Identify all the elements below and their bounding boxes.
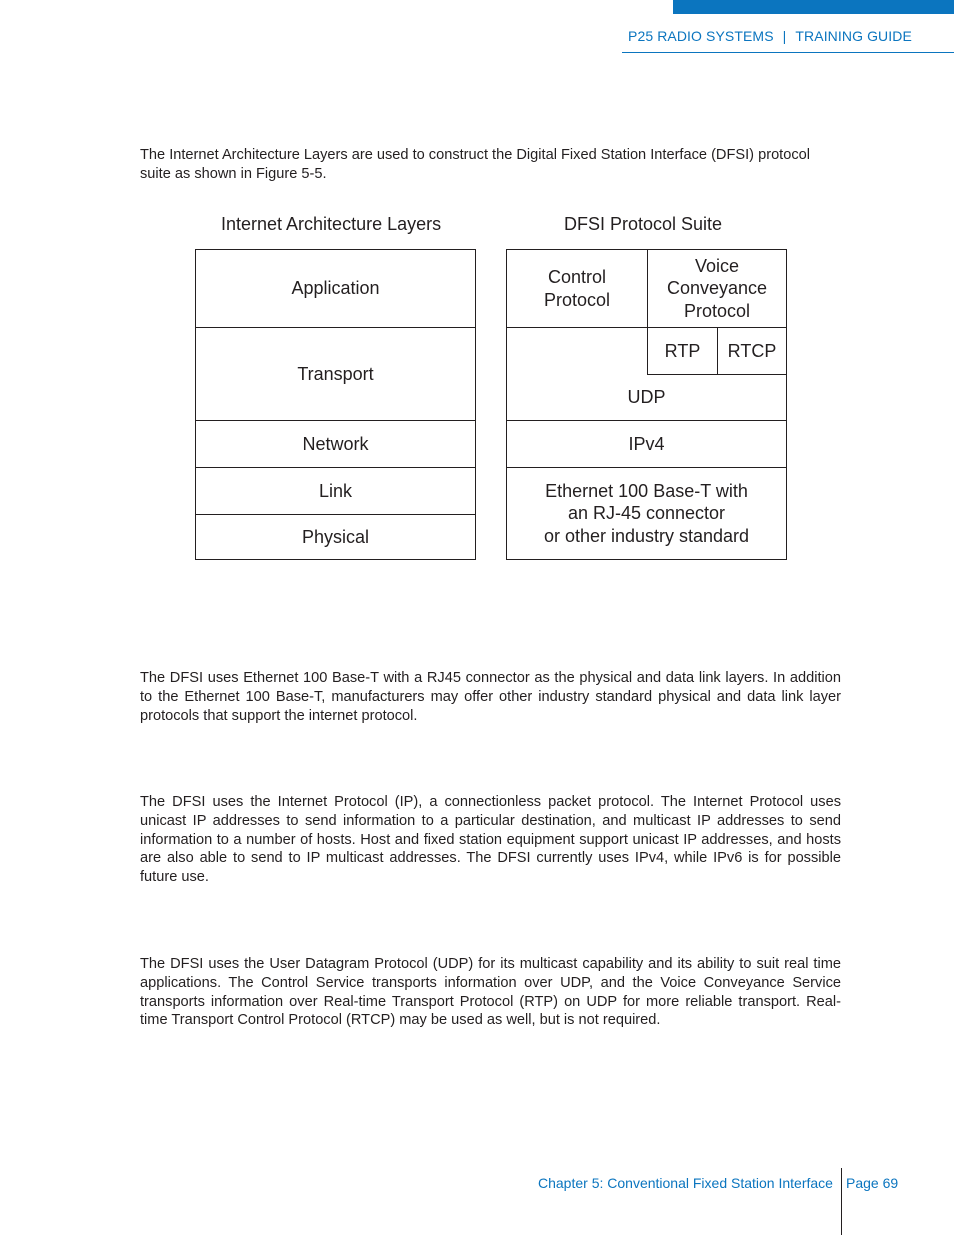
physical-layer-paragraph: The DFSI uses Ethernet 100 Base-T with a RJ45 connector as the physical and data link layers. In addition to the Ethernet 100 Base-T, manufacturers may offer other industry standard physical and data link layer protocols that support the internet protocol. xyxy=(140,670,841,724)
layer-transport: Transport xyxy=(297,363,374,384)
figure-right-title: DFSI Protocol Suite xyxy=(564,214,723,234)
ethernet-line1: Ethernet 100 Base-T with xyxy=(545,480,748,501)
layer-application: Application xyxy=(291,278,380,299)
dfsi-ipv4: IPv4 xyxy=(628,433,665,454)
header-subtitle: TRAINING GUIDE xyxy=(795,28,912,44)
running-header xyxy=(628,28,912,44)
dfsi-protocol-stack xyxy=(506,249,787,560)
control-protocol-line1: Control xyxy=(547,267,606,287)
footer-page-number: Page 69 xyxy=(846,1175,899,1191)
voice-protocol-line3: Protocol xyxy=(683,300,751,321)
dfsi-voice-conveyance-protocol xyxy=(648,250,786,327)
ethernet-line2: an RJ-45 connector xyxy=(567,503,726,524)
control-protocol-line2: Protocol xyxy=(543,289,611,310)
voice-protocol-line2: Conveyance xyxy=(666,278,768,299)
layer-physical: Physical xyxy=(301,526,370,547)
transport-layer-paragraph: The DFSI uses the User Datagram Protocol (UDP) for its multicast capability and its ability to suit real time applications. The Control Service transports information over UDP, and the Voice Conveyance Service transports information over Real-time Transport Protocol (RTP) on UDP for more reliable transport. Real-time Transport Control Protocol (RTCP) may be used as well, but is not required. xyxy=(140,956,841,1029)
header-accent-bar xyxy=(673,0,954,14)
intro-paragraph: The Internet Architecture Layers are used to construct the Digital Fixed Station Interface (DFSI) protocol suite as shown in Figure 5-5. xyxy=(140,147,811,182)
voice-protocol-line1: Voice xyxy=(694,255,740,276)
footer-chapter: Chapter 5: Conventional Fixed Station Interface xyxy=(538,1175,833,1191)
footer-rule xyxy=(841,1168,842,1235)
internet-layers-stack xyxy=(195,249,476,560)
ethernet-line3: or other industry standard xyxy=(543,525,750,546)
dfsi-rtcp: RTCP xyxy=(727,340,777,361)
dfsi-control-protocol xyxy=(507,250,647,327)
layer-link: Link xyxy=(318,480,353,501)
header-separator: | xyxy=(782,28,787,44)
dfsi-ethernet xyxy=(507,468,786,559)
dfsi-rtp: RTP xyxy=(664,340,701,361)
header-rule xyxy=(622,52,954,53)
figure-left-title: Internet Architecture Layers xyxy=(221,214,442,234)
header-title: P25 RADIO SYSTEMS xyxy=(628,28,774,44)
dfsi-udp: UDP xyxy=(627,387,666,408)
network-layer-paragraph: The DFSI uses the Internet Protocol (IP), a connectionless packet protocol. The Internet Protocol uses unicast IP addresses to send information to a particular destination, and multicast IP addresses to send information to a number of hosts. Host and fixed station equipment support unicast IP addresses, and hosts are also able to send to IP multicast addresses. The DFSI currently uses IPv4, while IPv6 is for possible future use. xyxy=(140,794,841,886)
layer-network: Network xyxy=(302,433,369,454)
